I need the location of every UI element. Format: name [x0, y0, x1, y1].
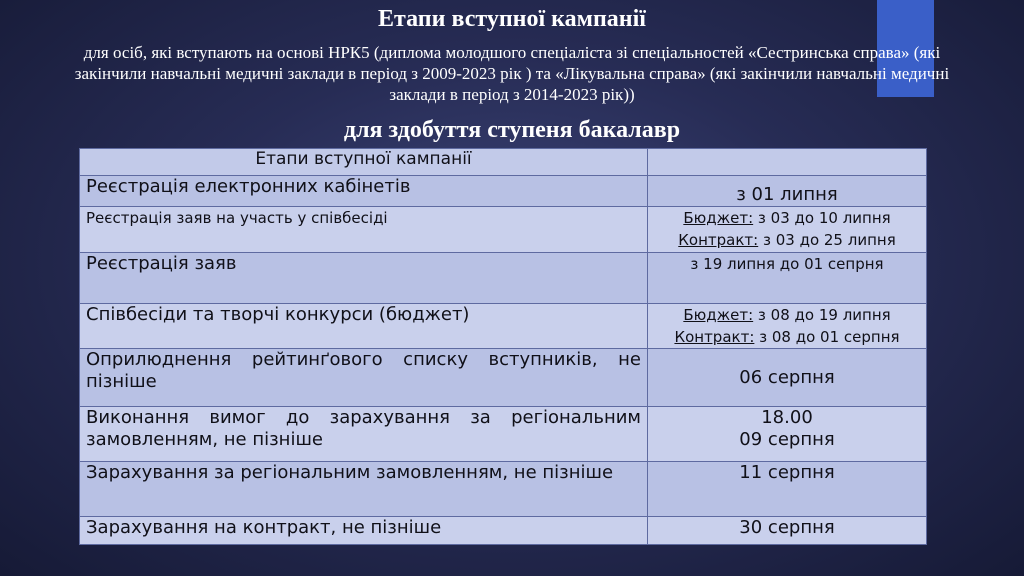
date-cell: 11 серпня [648, 462, 927, 517]
date-cell: з 19 липня до 01 сепрня [648, 253, 927, 304]
degree-heading: для здобуття ступеня бакалавр [343, 117, 681, 143]
date-cell: 30 серпня [648, 517, 927, 545]
contract-label: Контракт: [674, 328, 755, 346]
stage-cell: Реєстрація електронних кабінетів [80, 176, 648, 207]
stage-cell: Реєстрація заяв [80, 253, 648, 304]
table-header-row [80, 149, 927, 176]
stage-cell: Реєстрація заяв на участь у співбесіді [80, 207, 648, 253]
date-cell: з 01 липня [648, 176, 927, 207]
header-date [648, 149, 927, 176]
table-row [80, 517, 927, 545]
table-row [80, 253, 927, 304]
slide-subtitle: для осіб, які вступають на основі НРК5 (диплома молодшого спеціаліста зі спеціальностей «Сестринська справа» (які закінчили навчальні медичні заклади в період з 2009-2023 рік ) та «Лікувальна справа» (які закінчили навчальні медичні заклади в період з 2014-2023 рік)) [74, 43, 950, 104]
table-row [80, 176, 927, 207]
contract-date: з 08 до 01 серпня [754, 328, 900, 346]
contract-date: з 03 до 25 липня [758, 231, 896, 249]
stage-cell: Оприлюднення рейтинґового списку вступників, не пізніше [80, 349, 648, 407]
table-row [80, 207, 927, 253]
date-cell [648, 304, 927, 349]
date-cell: 06 серпня [648, 349, 927, 407]
stage-cell: Виконання вимог до зарахування за регіональним замовленням, не пізніше [80, 407, 648, 462]
budget-label: Бюджет: [683, 209, 754, 227]
table-row [80, 304, 927, 349]
budget-label: Бюджет: [683, 306, 754, 324]
budget-date: з 03 до 10 липня [753, 209, 891, 227]
date-cell [648, 407, 927, 462]
stage-cell: Співбесіди та творчі конкурси (бюджет) [80, 304, 648, 349]
table-row [80, 349, 927, 407]
stages-table [79, 148, 927, 545]
stage-cell: Зарахування на контракт, не пізніше [80, 517, 648, 545]
contract-label: Контракт: [678, 231, 759, 249]
table-row [80, 407, 927, 462]
slide-title: Етапи вступної кампанії [378, 6, 646, 32]
budget-date: з 08 до 19 липня [753, 306, 891, 324]
stage-cell: Зарахування за регіональним замовленням, не пізніше [80, 462, 648, 517]
header-stage: Етапи вступної кампанії [80, 149, 648, 176]
date-cell [648, 207, 927, 253]
table-row [80, 462, 927, 517]
deadline-time: 18.00 [761, 407, 813, 428]
deadline-date: 09 серпня [739, 429, 835, 450]
